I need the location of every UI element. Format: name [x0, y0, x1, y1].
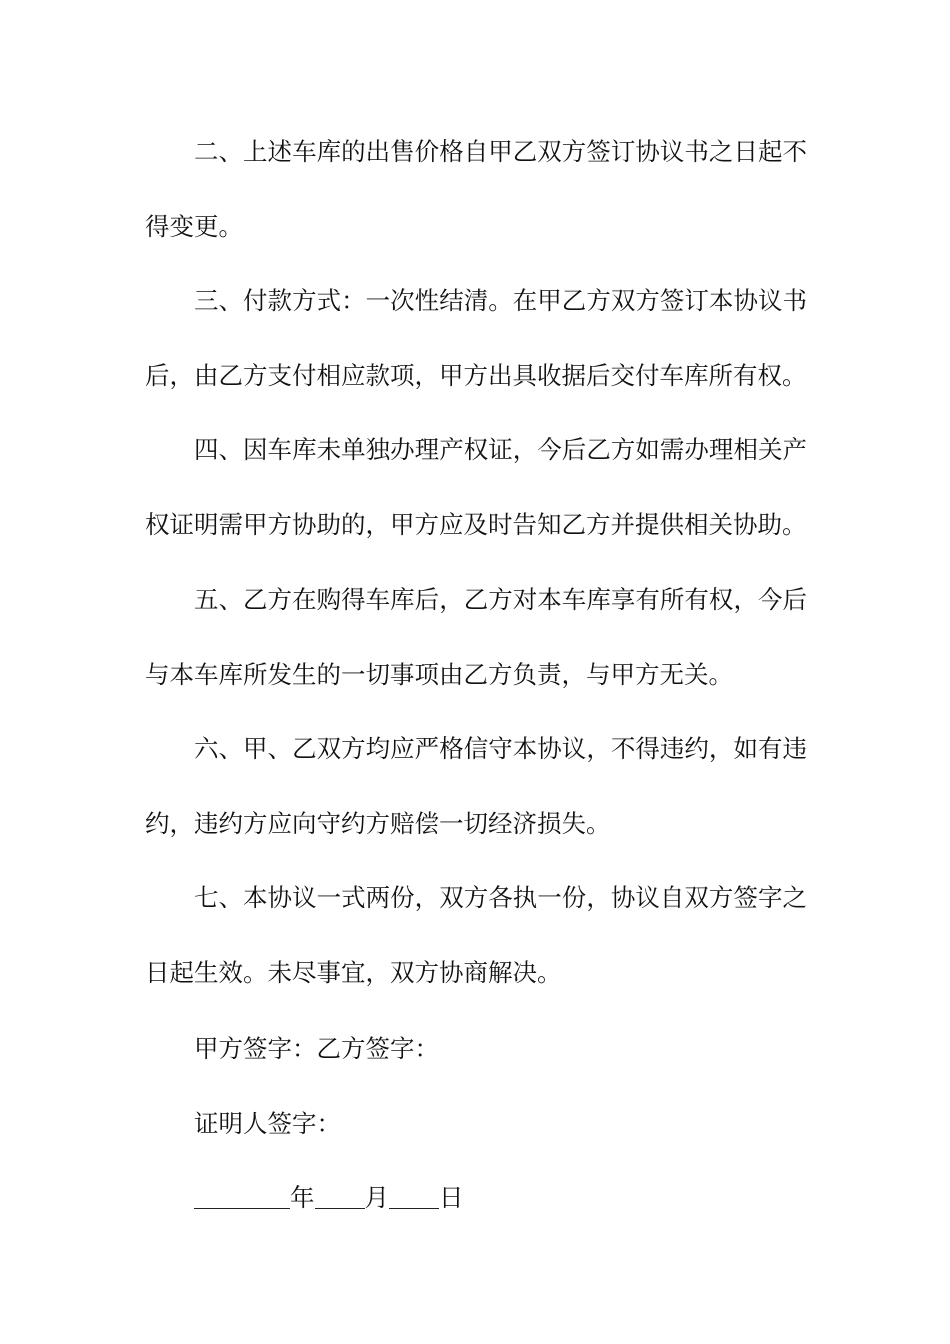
clause-3: 三、付款方式：一次性结清。在甲乙方双方签订本协议书后，由乙方支付相应款项，甲方出具收据后交付车库所有权。 [145, 286, 807, 390]
witness-line: 证明人签字： [194, 1109, 341, 1138]
month-label: 月 [364, 1183, 389, 1212]
clause-2: 二、上述车库的出售价格自甲乙双方签订协议书之日起不得变更。 [145, 137, 807, 241]
date-line [194, 1183, 464, 1213]
month-blank [315, 1184, 365, 1209]
clause-5: 五、乙方在购得车库后，乙方对本车库享有所有权，今后与本车库所发生的一切事项由乙方负责，与甲方无关。 [145, 585, 807, 689]
year-blank [194, 1184, 290, 1209]
day-blank [389, 1184, 439, 1209]
clause-7: 七、本协议一式两份，双方各执一份，协议自双方签字之日起生效。未尽事宜，双方协商解决。 [145, 883, 807, 987]
clause-4: 四、因车库未单独办理产权证，今后乙方如需办理相关产权证明需甲方协助的，甲方应及时告知乙方并提供相关协助。 [145, 435, 807, 539]
clause-6: 六、甲、乙双方均应严格信守本协议，不得违约，如有违约，违约方应向守约方赔偿一切经济损失。 [145, 734, 807, 838]
signature-line: 甲方签字：乙方签字： [194, 1034, 439, 1063]
day-label: 日 [439, 1183, 464, 1212]
year-label: 年 [290, 1183, 315, 1212]
